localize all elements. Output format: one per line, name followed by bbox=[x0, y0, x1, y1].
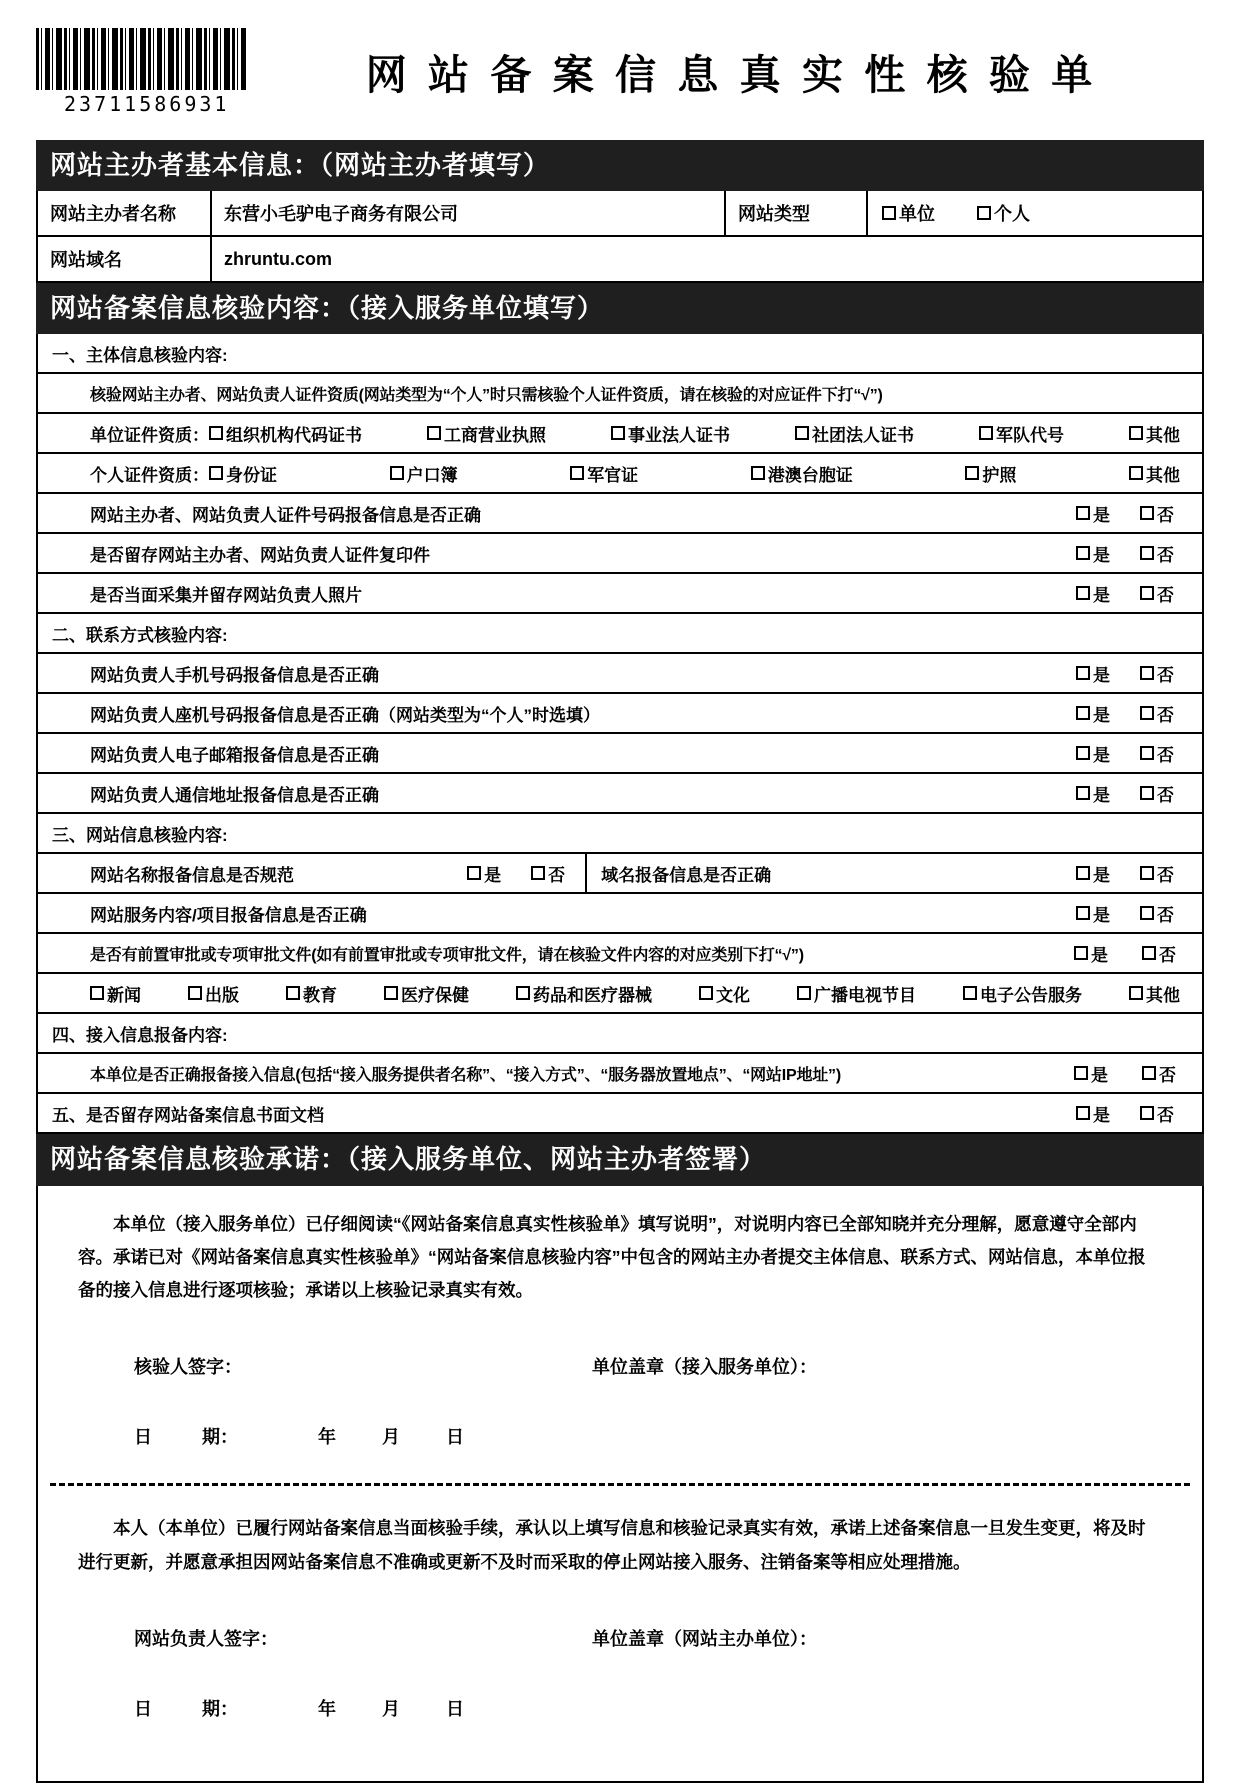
checkbox-option[interactable] bbox=[979, 421, 1064, 446]
checkbox-label: 其他 bbox=[1146, 985, 1180, 1005]
checkbox-option[interactable] bbox=[1142, 1061, 1176, 1086]
checkbox[interactable] bbox=[467, 866, 481, 880]
promise-paragraph-1: 本单位（接入服务单位）已仔细阅读“《网站备案信息真实性核验单》填写说明”，对说明内容已全部知晓并充分理解，愿意遵守全部内容。承诺已对《网站备案信息真实性核验单》“网站备案信息核验内容”中包含的网站主办者提交主体信息、联系方式、网站信息，本单位报备的接入信息进行逐项核验；承诺以上核验记录真实有效。 bbox=[78, 1213, 1146, 1301]
checkbox-label: 电子公告服务 bbox=[980, 985, 1082, 1005]
row-label: 网站负责人座机号码报备信息是否正确（网站类型为“个人”时选填） bbox=[90, 705, 600, 725]
date-part: 日 bbox=[134, 1427, 152, 1448]
checkbox[interactable] bbox=[751, 466, 765, 480]
table-row bbox=[38, 1092, 1202, 1132]
checkbox-option[interactable] bbox=[1076, 581, 1110, 606]
checkbox-label: 其他 bbox=[1146, 425, 1180, 445]
table-row bbox=[38, 532, 1202, 572]
checkbox[interactable] bbox=[611, 426, 625, 440]
checkbox[interactable] bbox=[882, 206, 896, 220]
date-part-year: 年 bbox=[318, 1427, 336, 1448]
row-label: 网站主办者、网站负责人证件号码报备信息是否正确 bbox=[90, 505, 481, 525]
yes-no-group bbox=[1076, 581, 1202, 606]
yes-no-group bbox=[1076, 541, 1202, 566]
checkbox-label: 是 bbox=[1093, 705, 1110, 725]
checkbox[interactable] bbox=[1140, 546, 1154, 560]
checkbox-option[interactable] bbox=[795, 421, 914, 446]
checkbox-option[interactable] bbox=[1140, 901, 1174, 926]
checkbox-option[interactable] bbox=[1140, 701, 1174, 726]
checkbox-label: 否 bbox=[1157, 745, 1174, 765]
domain-label: 网站域名 bbox=[38, 237, 212, 281]
checkbox-option[interactable] bbox=[1129, 421, 1180, 446]
checkbox-label: 否 bbox=[1157, 705, 1174, 725]
checkbox-label: 是 bbox=[1091, 945, 1108, 965]
checkbox[interactable] bbox=[209, 426, 223, 440]
checkbox-label: 组织机构代码证书 bbox=[226, 425, 362, 445]
table-row bbox=[38, 452, 1202, 492]
section-header-basic-info: 网站主办者基本信息：（网站主办者填写） bbox=[36, 140, 1204, 191]
checkbox-option[interactable] bbox=[1076, 541, 1110, 566]
checkbox-label: 是 bbox=[1093, 865, 1110, 885]
checkbox[interactable] bbox=[1076, 786, 1090, 800]
checkbox-option[interactable] bbox=[1140, 1101, 1174, 1126]
row-label: 网站服务内容/项目报备信息是否正确 bbox=[90, 905, 367, 925]
personal-cert-options bbox=[209, 461, 1202, 486]
table-row bbox=[38, 852, 1202, 892]
checkbox-option[interactable] bbox=[1140, 861, 1174, 886]
form-header bbox=[36, 28, 1204, 140]
domain-check-cell bbox=[587, 861, 1202, 886]
approval-categories bbox=[38, 981, 1202, 1006]
yes-no-group bbox=[1076, 661, 1202, 686]
section-title-row bbox=[38, 1012, 1202, 1052]
checkbox-label: 是 bbox=[1091, 1065, 1108, 1085]
domain-value[interactable]: zhruntu.com bbox=[224, 248, 332, 269]
checkbox-label: 是 bbox=[1093, 545, 1110, 565]
checkbox-option[interactable] bbox=[1076, 741, 1110, 766]
organizer-name-value[interactable]: 东营小毛驴电子商务有限公司 bbox=[224, 204, 458, 225]
checkbox[interactable] bbox=[1140, 906, 1154, 920]
section-title-row bbox=[38, 612, 1202, 652]
checkbox[interactable] bbox=[1076, 906, 1090, 920]
checkbox-label: 军队代号 bbox=[996, 425, 1064, 445]
checkbox-option[interactable] bbox=[1076, 701, 1110, 726]
part2-title: 二、联系方式核验内容: bbox=[52, 625, 228, 645]
table-row bbox=[38, 492, 1202, 532]
checkbox-label: 军官证 bbox=[587, 465, 639, 485]
checkbox-option[interactable] bbox=[209, 461, 277, 486]
table-row bbox=[38, 1052, 1202, 1092]
table-row bbox=[38, 692, 1202, 732]
checkbox[interactable] bbox=[286, 986, 300, 1000]
table-row bbox=[38, 932, 1202, 972]
yes-no-group bbox=[1074, 941, 1202, 966]
checkbox-label: 否 bbox=[1159, 1065, 1176, 1085]
checkbox-label: 其他 bbox=[1145, 465, 1180, 485]
checkbox-option[interactable] bbox=[1140, 541, 1174, 566]
checkbox[interactable] bbox=[1140, 866, 1154, 880]
row-label: 域名报备信息是否正确 bbox=[601, 865, 772, 885]
checkbox[interactable] bbox=[1076, 866, 1090, 880]
verifier-signature-label[interactable]: 核验人签字： bbox=[134, 1357, 242, 1378]
yes-no-group bbox=[467, 861, 585, 886]
section-header-verification: 网站备案信息核验内容：（接入服务单位填写） bbox=[36, 283, 1204, 334]
table-row bbox=[38, 892, 1202, 932]
checkbox-option[interactable] bbox=[1076, 861, 1110, 886]
unit-cert-label: 单位证件资质： bbox=[90, 425, 209, 445]
checkbox-option[interactable] bbox=[516, 981, 652, 1006]
access-unit-seal-label[interactable]: 单位盖章（接入服务单位）： bbox=[592, 1357, 817, 1378]
checkbox[interactable] bbox=[516, 986, 530, 1000]
checkbox[interactable] bbox=[1076, 546, 1090, 560]
checkbox-label: 社团法人证书 bbox=[812, 425, 914, 445]
checkbox[interactable] bbox=[1140, 1106, 1154, 1120]
checkbox[interactable] bbox=[795, 426, 809, 440]
checkbox[interactable] bbox=[390, 466, 404, 480]
checkbox-label: 否 bbox=[1157, 585, 1174, 605]
checkbox-label: 工商营业执照 bbox=[444, 425, 546, 445]
checkbox-label: 否 bbox=[1157, 1105, 1174, 1125]
checkbox-option[interactable] bbox=[1140, 581, 1174, 606]
promise-paragraph-2: 本人（本单位）已履行网站备案信息当面核验手续，承认以上填写信息和核验记录真实有效，承诺上述备案信息一旦发生变更，将及时进行更新，并愿意承担因网站备案信息不准确或更新不及时而采取的停止网站接入服务、注销备案等相应处理措施。 bbox=[78, 1518, 1146, 1572]
checkbox-label: 否 bbox=[1159, 945, 1176, 965]
checkbox[interactable] bbox=[977, 206, 991, 220]
checkbox-label: 文化 bbox=[716, 985, 750, 1005]
table-row bbox=[38, 191, 1202, 235]
checkbox-label: 单位 bbox=[899, 204, 935, 225]
table-row bbox=[38, 372, 1202, 412]
section-title-row bbox=[38, 334, 1202, 372]
checkbox-option[interactable] bbox=[390, 461, 458, 486]
part5-title: 五、是否留存网站备案信息书面文档 bbox=[52, 1105, 324, 1125]
checkbox[interactable] bbox=[1074, 946, 1088, 960]
dashed-divider bbox=[50, 1483, 1190, 1486]
checkbox-label: 事业法人证书 bbox=[628, 425, 730, 445]
checkbox[interactable] bbox=[188, 986, 202, 1000]
row-label: 网站负责人通信地址报备信息是否正确 bbox=[90, 785, 379, 805]
checkbox-label: 否 bbox=[1157, 545, 1174, 565]
checkbox[interactable] bbox=[1140, 586, 1154, 600]
checkbox-option[interactable] bbox=[963, 981, 1082, 1006]
checkbox[interactable] bbox=[570, 466, 584, 480]
checkbox[interactable] bbox=[1074, 1066, 1088, 1080]
row-label: 网站负责人手机号码报备信息是否正确 bbox=[90, 665, 379, 685]
yes-no-group bbox=[1076, 501, 1202, 526]
site-name-cell bbox=[38, 854, 587, 892]
date-part: 期： bbox=[202, 1698, 238, 1719]
checkbox[interactable] bbox=[1140, 746, 1154, 760]
barcode-image bbox=[36, 28, 246, 90]
checkbox-option[interactable] bbox=[188, 981, 239, 1006]
checkbox-option[interactable] bbox=[384, 981, 469, 1006]
section-title-row bbox=[38, 812, 1202, 852]
checkbox[interactable] bbox=[1140, 506, 1154, 520]
checkbox-label: 护照 bbox=[982, 465, 1017, 485]
checkbox-label: 广播电视节目 bbox=[814, 985, 916, 1005]
checkbox-option[interactable] bbox=[882, 200, 935, 226]
part4-title: 四、接入信息报备内容: bbox=[52, 1025, 228, 1045]
yes-no-group bbox=[1074, 1061, 1202, 1086]
checkbox-option[interactable] bbox=[467, 861, 501, 886]
checkbox[interactable] bbox=[384, 986, 398, 1000]
checkbox[interactable] bbox=[1140, 786, 1154, 800]
checkbox-label: 否 bbox=[1157, 905, 1174, 925]
checkbox[interactable] bbox=[1129, 426, 1143, 440]
checkbox-label: 医疗保健 bbox=[401, 985, 469, 1005]
checkbox[interactable] bbox=[1076, 706, 1090, 720]
checkbox[interactable] bbox=[1076, 506, 1090, 520]
checkbox-label: 是 bbox=[1093, 745, 1110, 765]
row-label: 是否当面采集并留存网站负责人照片 bbox=[90, 585, 362, 605]
table-row bbox=[38, 772, 1202, 812]
checkbox-option[interactable] bbox=[1076, 661, 1110, 686]
checkbox-option[interactable] bbox=[1129, 981, 1180, 1006]
checkbox-label: 否 bbox=[1157, 865, 1174, 885]
checkbox[interactable] bbox=[1076, 746, 1090, 760]
checkbox-label: 身份证 bbox=[226, 465, 277, 485]
checkbox-label: 是 bbox=[1093, 585, 1110, 605]
basic-info-table bbox=[36, 191, 1204, 283]
date-part-year: 年 bbox=[318, 1698, 336, 1719]
yes-no-group bbox=[1076, 1101, 1202, 1126]
table-row bbox=[38, 412, 1202, 452]
checkbox-option[interactable] bbox=[1129, 461, 1180, 486]
checkbox-option[interactable] bbox=[1074, 941, 1108, 966]
date-part: 日 bbox=[134, 1698, 152, 1719]
checkbox-option[interactable] bbox=[286, 981, 337, 1006]
site-type-options bbox=[868, 191, 1202, 235]
checkbox[interactable] bbox=[963, 986, 977, 1000]
approval-label: 是否有前置审批或专项审批文件(如有前置审批或专项审批文件，请在核验文件内容的对应类别下打“√”) bbox=[90, 946, 804, 964]
checkbox-label: 否 bbox=[1157, 785, 1174, 805]
checkbox-option[interactable] bbox=[1140, 781, 1174, 806]
checkbox-option[interactable] bbox=[699, 981, 750, 1006]
checkbox-label: 是 bbox=[1093, 785, 1110, 805]
checkbox-option[interactable] bbox=[977, 200, 1030, 226]
checkbox-label: 药品和医疗器械 bbox=[533, 985, 652, 1005]
access-info-label: 本单位是否正确报备接入信息(包括“接入服务提供者名称”、“接入方式”、“服务器放置地点”、“网站IP地址”) bbox=[90, 1066, 841, 1084]
organizer-unit-seal-label[interactable]: 单位盖章（网站主办单位）： bbox=[592, 1628, 817, 1649]
row-label: 网站名称报备信息是否规范 bbox=[90, 865, 294, 885]
table-row bbox=[38, 572, 1202, 612]
checkbox[interactable] bbox=[531, 866, 545, 880]
checkbox-label: 港澳台胞证 bbox=[767, 465, 853, 485]
checkbox-option[interactable] bbox=[1076, 1101, 1110, 1126]
checkbox-option[interactable] bbox=[209, 421, 362, 446]
checkbox[interactable] bbox=[1140, 706, 1154, 720]
checkbox[interactable] bbox=[1129, 986, 1143, 1000]
signature-row bbox=[78, 1625, 1162, 1651]
checkbox-option[interactable] bbox=[1140, 661, 1174, 686]
signature-row bbox=[78, 1353, 1162, 1379]
barcode-block bbox=[36, 28, 254, 116]
date-part-month: 月 bbox=[382, 1698, 400, 1719]
table-row bbox=[38, 652, 1202, 692]
checkbox-option[interactable] bbox=[1076, 901, 1110, 926]
checkbox-option[interactable] bbox=[531, 861, 565, 886]
checkbox[interactable] bbox=[965, 466, 979, 480]
checkbox-option[interactable] bbox=[1076, 781, 1110, 806]
checkbox-option[interactable] bbox=[751, 461, 853, 486]
checkbox[interactable] bbox=[979, 426, 993, 440]
yes-no-group bbox=[1076, 781, 1202, 806]
checkbox[interactable] bbox=[1142, 946, 1156, 960]
checkbox-option[interactable] bbox=[90, 981, 141, 1006]
row-label: 网站负责人电子邮箱报备信息是否正确 bbox=[90, 745, 379, 765]
checkbox[interactable] bbox=[797, 986, 811, 1000]
date-part-day: 日 bbox=[446, 1427, 464, 1448]
checkbox-option[interactable] bbox=[797, 981, 916, 1006]
promise-box bbox=[36, 1186, 1204, 1783]
checkbox-option[interactable] bbox=[1142, 941, 1176, 966]
date-part-day: 日 bbox=[446, 1698, 464, 1719]
barcode-number: 23711586931 bbox=[64, 92, 230, 116]
checkbox-label: 户口簿 bbox=[406, 465, 458, 485]
site-manager-signature-label[interactable]: 网站负责人签字： bbox=[134, 1628, 278, 1649]
checkbox-label: 是 bbox=[1093, 665, 1110, 685]
checkbox-label: 是 bbox=[1093, 505, 1110, 525]
organizer-name-label: 网站主办者名称 bbox=[38, 191, 212, 235]
checkbox[interactable] bbox=[1140, 666, 1154, 680]
checkbox-option[interactable] bbox=[1074, 1061, 1108, 1086]
unit-cert-options bbox=[209, 421, 1202, 446]
checkbox-label: 个人 bbox=[994, 204, 1030, 225]
date-part: 期： bbox=[202, 1427, 238, 1448]
checkbox[interactable] bbox=[1076, 666, 1090, 680]
checkbox-option[interactable] bbox=[570, 461, 638, 486]
yes-no-group bbox=[1076, 701, 1202, 726]
checkbox-option[interactable] bbox=[427, 421, 546, 446]
checkbox[interactable] bbox=[90, 986, 104, 1000]
checkbox[interactable] bbox=[1129, 466, 1143, 480]
part3-title: 三、网站信息核验内容: bbox=[52, 825, 228, 845]
checkbox[interactable] bbox=[209, 466, 223, 480]
yes-no-group bbox=[1076, 901, 1202, 926]
checkbox-label: 否 bbox=[1157, 665, 1174, 685]
checkbox-label: 教育 bbox=[303, 985, 337, 1005]
checkbox[interactable] bbox=[1076, 1106, 1090, 1120]
date-part-month: 月 bbox=[382, 1427, 400, 1448]
date-row[interactable] bbox=[78, 1423, 1162, 1449]
form-title: 网站备案信息真实性核验单 bbox=[365, 52, 1114, 98]
checkbox[interactable] bbox=[1142, 1066, 1156, 1080]
checkbox-option[interactable] bbox=[1140, 501, 1174, 526]
row-label: 是否留存网站主办者、网站负责人证件复印件 bbox=[90, 545, 430, 565]
personal-cert-label: 个人证件资质： bbox=[90, 465, 209, 485]
checkbox-label: 是 bbox=[1093, 905, 1110, 925]
checkbox-label: 否 bbox=[548, 865, 566, 885]
table-row bbox=[38, 732, 1202, 772]
checkbox-option[interactable] bbox=[1140, 741, 1174, 766]
section-header-promise: 网站备案信息核验承诺：（接入服务单位、网站主办者签署） bbox=[36, 1134, 1204, 1185]
verification-table bbox=[36, 334, 1204, 1134]
checkbox-label: 是 bbox=[1093, 1105, 1110, 1125]
checkbox-option[interactable] bbox=[611, 421, 730, 446]
yes-no-group bbox=[1076, 741, 1202, 766]
checkbox-label: 新闻 bbox=[107, 985, 141, 1005]
checkbox-label: 是 bbox=[484, 865, 502, 885]
checkbox[interactable] bbox=[699, 986, 713, 1000]
part1-title: 一、主体信息核验内容: bbox=[52, 345, 228, 365]
checkbox-option[interactable] bbox=[1076, 501, 1110, 526]
site-type-label: 网站类型 bbox=[724, 191, 868, 235]
date-row[interactable] bbox=[78, 1695, 1162, 1721]
table-row bbox=[38, 972, 1202, 1012]
checkbox[interactable] bbox=[1076, 586, 1090, 600]
checkbox[interactable] bbox=[427, 426, 441, 440]
checkbox-option[interactable] bbox=[965, 461, 1016, 486]
table-row bbox=[38, 235, 1202, 281]
checkbox-label: 出版 bbox=[205, 985, 239, 1005]
checkbox-label: 否 bbox=[1157, 505, 1174, 525]
yes-no-group bbox=[1076, 861, 1202, 886]
cert-note: 核验网站主办者、网站负责人证件资质(网站类型为“个人”时只需核验个人证件资质，请在核验的对应证件下打“√”) bbox=[90, 386, 883, 404]
